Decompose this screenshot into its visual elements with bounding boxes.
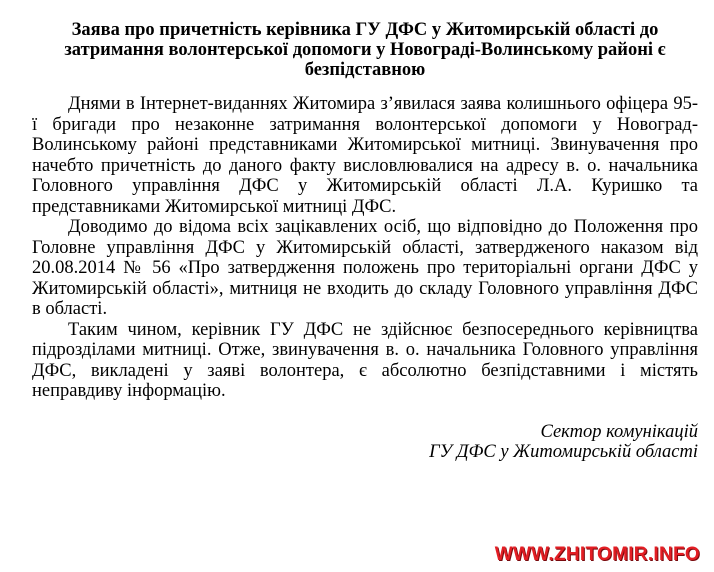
document bbox=[32, 20, 698, 463]
signature-line-2: ГУ ДФС у Житомирській області bbox=[429, 442, 698, 462]
paragraph-2: Доводимо до відома всіх зацікавлених осіб, що відповідно до Положення про Головне управління ДФС у Житомирській області, затвердженого наказом від 20.08.2014 № 56 «Про затвердження положень про територіальні органи ДФС у Житомирській області», митниця не входить до складу Головного управління ДФС в області. bbox=[32, 217, 698, 319]
paragraph-1: Днями в Інтернет-виданнях Житомира з’явилася заява колишнього офіцера 95-ї бригади про незаконне затримання волонтерської допомоги у Новоград-Волинському районі представниками Житомирської митниці. Звинувачення про начебто причетність до даного факту висловлювалися на адресу в. о. начальника Головного управління ДФС у Житомирській області Л.А. Куришко та представниками Житомирської митниці ДФС. bbox=[32, 94, 698, 217]
site-watermark: WWW.ZHITOMIR.INFO bbox=[494, 544, 700, 565]
paragraph-3: Таким чином, керівник ГУ ДФС не здійснює безпосереднього керівництва підрозділами митниці. Отже, звинувачення в. о. начальника Головного управління ДФС, викладені у заяві волонтера, є абсолютно безпідставними і містять неправдиву інформацію. bbox=[32, 319, 698, 401]
signature-line-1: Сектор комунікацій bbox=[540, 421, 698, 442]
document-title: Заява про причетність керівника ГУ ДФС у Житомирській області до затримання волонтерської допомоги у Новограді-Волинському районі є безпідставною bbox=[64, 20, 666, 80]
signature-block bbox=[32, 422, 698, 463]
